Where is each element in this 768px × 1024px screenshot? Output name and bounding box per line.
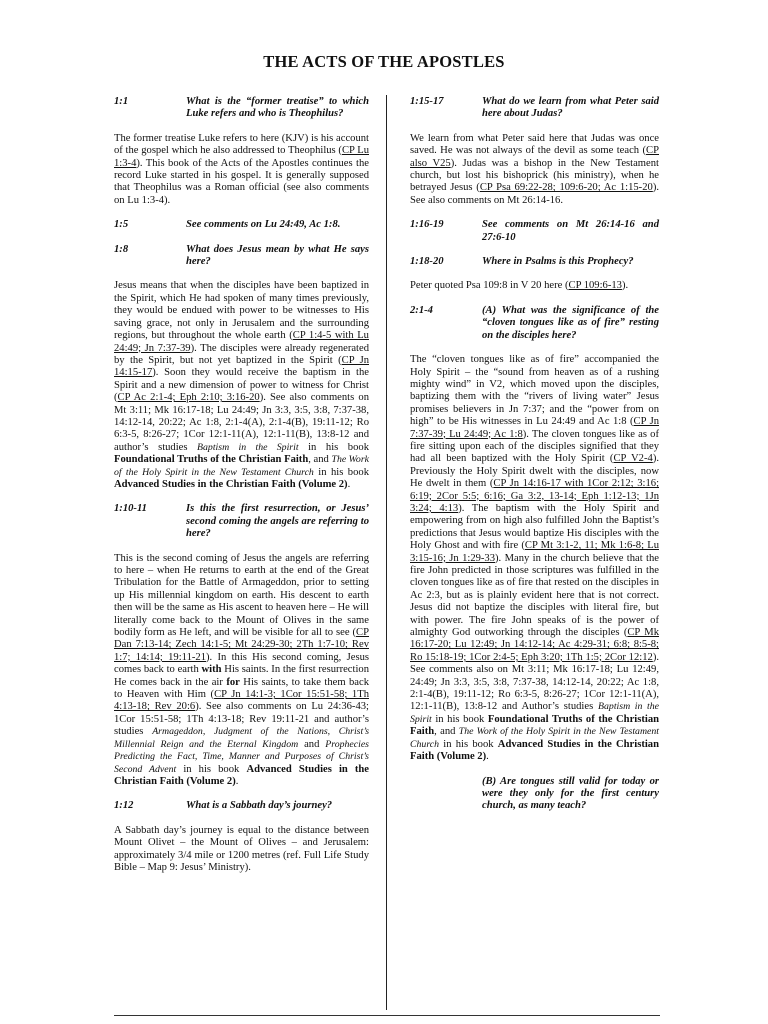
- study-title: Baptism in the Spirit: [410, 701, 660, 725]
- verse-reference: [410, 776, 482, 813]
- answer-paragraph: The “cloven tongues like as of fire” accompanied the Holy Spirit – the “sound from heaven as of a rushing mighty wind” in V2, which moved upon the disciples, baptizing them with the “rivers of living water” Jesus promises believers in Jn 7:37; and the “power from on high” to be His witnesses in Lu 24:49 and Ac 1:8 (CP Jn 7:37-39; Lu 24:49; Ac 1:8). The cloven tongues like as of fire sitting upon each of the disciples signified that they had all been baptized with the Holy Spirit (CP V2-4). Previously the Holy Spirit dwelt with the disciples, now He dwelt in them (CP Jn 14:16-17 with 1Cor 2:12; 3:16; 6:19; 2Cor 5:5; 6:16; Ga 3:2, 13-14; Eph 1:12-13; 1Jn 3:24; 4:13). The baptism with the Holy Spirit and empowering from on high also fulfilled John the Baptist’s predictions that Jesus would baptize His disciples with the Holy Ghost and with fire (CP Mt 3:1-2, 11; Mk 1:6-8; Lu 3:15-16; Jn 1:29-33). Many in the church believe that the fire John predicted in those scriptures was fulfilled in the cloven tongues like as of fire that rested on the disciples in Ac 2:3, but as is plainly evident here that is not correct. Jesus did not baptize the disciples with literal fire, but with power. The fire John speaks of is the power of almighty God outworking through the disciples (CP Mk 16:17-20; Lu 12:49; Jn 14:12-14; Ac 4:29-31; 6:8; 8:5-8; Ro 15:18-19; 1Cor 2:4-5; Eph 3:20; 1Th 1:5; 2Cor 12:12). See comments also on Mt 3:11; Mk 16:17-18; Lu 12:49, 24:49; Jn 3:3, 3:5, 3:8, 7:37-38, 14:12-14, 20:22; Ac 1:8, 2:1-4(B), 19:11-12; Ro 6:3-5, 8:26-27; 1Cor 12:1-11(A), 12:1-11(B), 13:8-12 and Author’s studies Baptism in the Spirit in his book Foundational Truths of the Christian Faith, and The Work of the Holy Spirit in the New Testament Church in his book Advanced Studies in the Christian Faith (Volume 2).: [410, 354, 660, 763]
- question-text: See comments on Mt 26:14-16 and 27:6-10: [482, 219, 659, 243]
- question-text: What is the “former treatise” to which Luke refers and who is Theophilus?: [186, 96, 369, 120]
- verse-reference: 2:1-4: [410, 304, 433, 316]
- scripture-link: CP 109:6-13: [568, 280, 622, 292]
- question-heading: [410, 256, 659, 268]
- scripture-link: CP also V25: [410, 145, 659, 169]
- scripture-link: CP V2-4: [613, 453, 653, 465]
- question-text: Where in Psalms is this Prophecy?: [482, 256, 634, 268]
- scripture-link: CP Jn 14:1-3; 1Cor 15:51-58; 1Th 4:13-18; Rev 20:6: [114, 689, 369, 713]
- emphasis-word: with: [201, 664, 222, 676]
- answer-paragraph: We learn from what Peter said here that Judas was once saved. He was not always of the devil as some teach (CP also V25). Judas was a bishop in the New Testament church, but lost his bishoprick (his ministry), when he betrayed Jesus (CP Psa 69:22-28; 109:6-20; Ac 1:15-20). See also comments on Mt 26:14-16.: [410, 132, 659, 206]
- question-text: Is this the first resurrection, or Jesus’ second coming the angels are referring to here?: [186, 503, 369, 540]
- scripture-link: CP Jn 7:37-39; Lu 24:49; Ac 1:8: [410, 416, 660, 440]
- question-text: What is a Sabbath day’s journey?: [186, 800, 333, 812]
- answer-paragraph: This is the second coming of Jesus the angels are referring to here – when He returns to earth at the end of the Great Tribulation for the Battle of Armageddon, prior to setting up His millennial kingdom on earth. His descent to earth then will be the same as His ascent to heaven here – He will literally come back to the Mount of Olives in the same bodily form as He left, and will be visible for all to see (CP Dan 7:13-14; Zech 14:1-5; Mt 24:29-30; 2Th 1:7-10; Rev 1:7; 14:14; 19:11-21). In this His second coming, Jesus comes back to earth with His saints. In the first resurrection He comes back in the air for His saints, to take them back to Heaven with Him (CP Jn 14:1-3; 1Cor 15:51-58; 1Th 4:13-18; Rev 20:6). See also comments on Lu 24:36-43; 1Cor 15:51-58; 1Th 4:13-18; Rev 19:11-21 and author’s studies Armageddon, Judgment of the Nations, Christ’s Millennial Reign and the Eternal Kingdom and Prophecies Predicting the Fact, Time, Manner and Purposes of Christ’s Second Advent in his book Advanced Studies in the Christian Faith (Volume 2).: [114, 552, 370, 787]
- study-title: The Work of the Holy Spirit in the New Testament Church: [410, 726, 659, 750]
- study-title: Prophecies Predicting the Fact, Time, Manner and Purposes of Christ’s Second Advent: [114, 738, 369, 775]
- verse-reference: 1:12: [114, 800, 134, 812]
- scripture-link: CP Mk 16:17-20; Lu 12:49; Jn 14:12-14; Ac 4:29-31; 6:8; 8:5-8; Ro 15:18-19; 1Cor 2:4-5; Eph 3:20; 1Th 1:5; 2Cor 12:12: [410, 627, 659, 663]
- verse-reference: 1:5: [114, 219, 129, 231]
- scripture-link: CP Mt 3:1-2, 11; Mk 1:6-8; Lu 3:15-16; Jn 1:29-33: [410, 540, 659, 564]
- verse-reference: 1:16-19: [410, 219, 444, 231]
- scripture-link: CP Dan 7:13-14; Zech 14:1-5; Mt 24:29-30; 2Th 1:7-10; Rev 1:7; 14:14; 19:11-21: [114, 627, 369, 663]
- study-title: Baptism in the Spirit: [197, 441, 299, 453]
- scripture-link: CP Jn 14:15-17: [114, 354, 369, 379]
- scripture-link: CP Lu 1:3-4: [114, 145, 369, 169]
- study-title: Armageddon, Judgment of the Nations, Christ’s Millennial Reign and the Eternal Kingdom: [114, 726, 370, 750]
- question-text: (B) Are tongues still valid for today or were they only for the first century church, as many teach?: [482, 775, 659, 812]
- question-text: What do we learn from what Peter said here about Judas?: [482, 96, 659, 120]
- question-text: What does Jesus mean by what He says here?: [186, 243, 369, 268]
- scripture-link: CP 1:4-5 with Lu 24:49; Jn 7:37-39: [114, 330, 369, 354]
- book-title: Foundational Truths of the Christian Faith: [410, 713, 660, 738]
- question-heading: [114, 96, 369, 121]
- question-heading: [410, 776, 659, 813]
- verse-reference: 1:8: [114, 243, 129, 255]
- question-heading: [410, 219, 659, 244]
- verse-reference: 1:1: [114, 96, 129, 107]
- question-text: (A) What was the significance of the “cloven tongues like as of fire” resting on the disciples here?: [482, 304, 659, 341]
- verse-reference: 1:18-20: [410, 256, 444, 268]
- answer-paragraph: A Sabbath day’s journey is equal to the distance between Mount Olivet – the Mount of Olives – and Jerusalem: approximately 3/4 mile or 1200 metres (ref. Full Life Study Bible – Map 9: Jesus’ Ministry).: [114, 824, 369, 873]
- study-title: The Work of the Holy Spirit in the New Testament Church: [114, 454, 369, 478]
- verse-reference: 1:15-17: [410, 96, 444, 107]
- book-title: Foundational Truths of the Christian Faith: [114, 454, 309, 466]
- emphasis-word: for: [226, 676, 240, 688]
- book-title: Advanced Studies in the Christian Faith (Volume 2): [410, 738, 659, 763]
- answer-paragraph: Peter quoted Psa 109:8 in V 20 here (CP 109:6-13).: [410, 280, 629, 292]
- scripture-link: CP Jn 14:16-17 with 1Cor 2:12; 3:16; 6:19; 2Cor 5:5; 6:16; Ga 3:2, 13-14; Eph 1:12-13; 1Jn 3:24; 4:13: [410, 478, 660, 514]
- question-heading: [410, 305, 659, 342]
- question-heading: [410, 96, 659, 121]
- right-column: [410, 96, 659, 825]
- scripture-link: CP Ac 2:1-4; Eph 2:10; 3:16-20: [117, 392, 260, 404]
- question-text: See comments on Lu 24:49, Ac 1:8.: [186, 219, 341, 231]
- footer-rule: [114, 1015, 660, 1016]
- scripture-link: CP Psa 69:22-28; 109:6-20; Ac 1:15-20: [479, 182, 653, 194]
- question-heading: [114, 503, 369, 540]
- book-title: Advanced Studies in the Christian Faith (Volume 2): [114, 763, 369, 787]
- left-column: [114, 96, 369, 886]
- question-heading: [114, 244, 369, 269]
- book-title: Advanced Studies in the Christian Faith (Volume 2): [114, 478, 348, 490]
- answer-paragraph: The former treatise Luke refers to here (KJV) is his account of the gospel which he also addressed to Theophilus (CP Lu 1:3-4). This book of the Acts of the Apostles continues the record Luke started in his gospel. It is generally supposed that Theophilus was a Roman official (see also comments on Lu 1:3-4).: [114, 132, 369, 206]
- question-heading: [114, 800, 369, 812]
- verse-reference: 1:10-11: [114, 503, 147, 515]
- answer-paragraph: Jesus means that when the disciples have been baptized in the Spirit, which He had spoken of many times previously, they would be endued with power to be witnesses to His saving grace, not only in Jerusalem and the surrounding regions, but throughout the whole earth (CP 1:4-5 with Lu 24:49; Jn 7:37-39). The disciples were already regenerated by the Spirit, but not yet baptized in the Spirit (CP Jn 14:15-17). Soon they would receive the baptism in the Spirit and a new dimension of power to witness for Christ (CP Ac 2:1-4; Eph 2:10; 3:16-20). See also comments on Mt 3:11; Mk 16:17-18; Lu 24:49; Jn 3:3, 3:5, 3:8, 7:37-38, 14:12-14, 20:22; Ac 1:8, 2:1-4(A), 2:1-4(B), 19:11-12; Ro 6:3-5, 8:26-27; 1Cor 12:1-11(A), 12:1-11(B), 13:8-12 and author’s studies Baptism in the Spirit in his book Foundational Truths of the Christian Faith, and The Work of the Holy Spirit in the New Testament Church in his book Advanced Studies in the Christian Faith (Volume 2).: [114, 280, 369, 490]
- question-heading: [114, 219, 369, 231]
- column-divider: [386, 95, 387, 1010]
- page-title: THE ACTS OF THE APOSTLES: [263, 52, 505, 71]
